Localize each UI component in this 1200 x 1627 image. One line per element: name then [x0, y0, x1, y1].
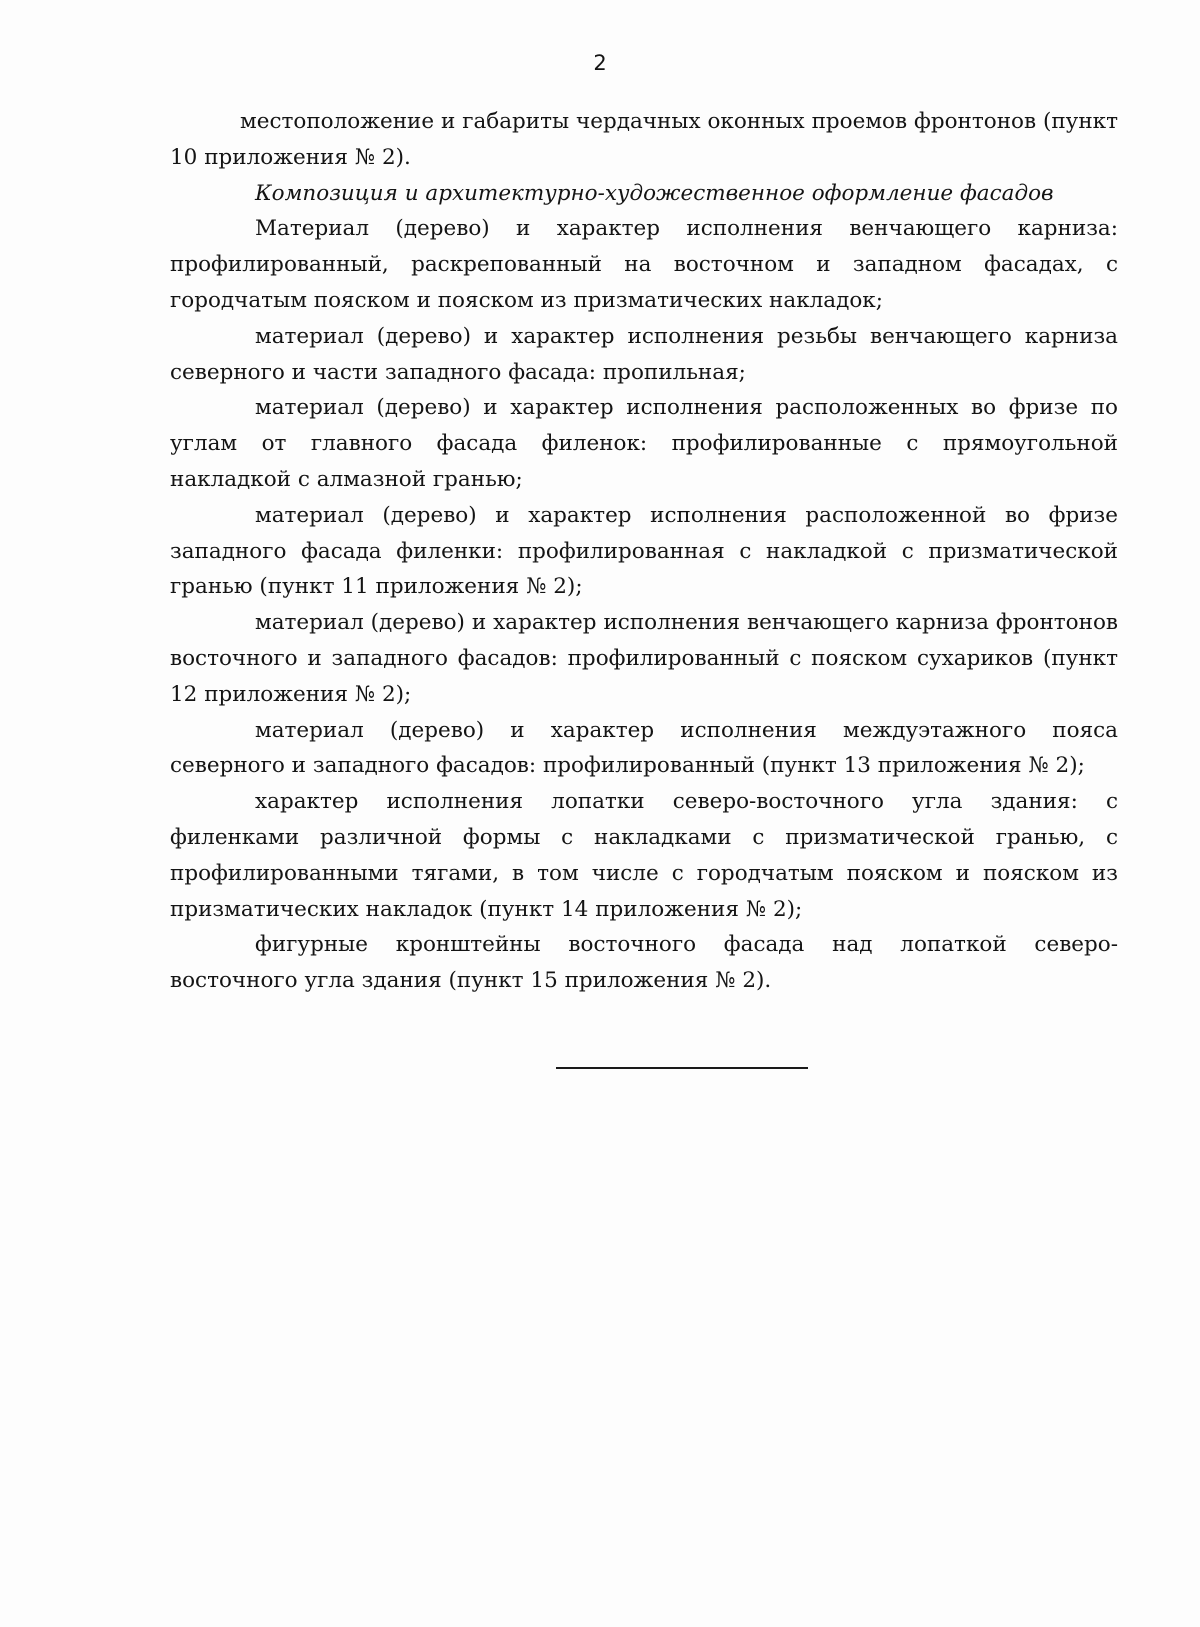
document-body [170, 104, 1118, 999]
paragraph-cornice-carving: материал (дерево) и характер исполнения резьбы венчающего карниза северного и части западного фасада: пропильная; [170, 323, 1118, 385]
paragraph-brackets: фигурные кронштейны восточного фасада над лопаткой северо-восточного угла здания (пункт 15 приложения № 2). [170, 932, 1118, 994]
section-heading: Композиция и архитектурно-художественное оформление фасадов [255, 180, 1054, 206]
paragraph-frieze-panels-corners: материал (дерево) и характер исполнения расположенных во фризе по углам от главного фасада филенок: профилированные с прямоугольной накладкой с алмазной гранью; [170, 395, 1118, 492]
paragraph-crowning-cornice: Материал (дерево) и характер исполнения венчающего карниза: профилированный, раскрепованный на восточном и западном фасадах, с городчатым пояском и пояском из призматических накладок; [170, 216, 1118, 313]
paragraph-attic-windows: местоположение и габариты чердачных оконных проемов фронтонов (пункт 10 приложения № 2). [170, 109, 1118, 170]
page-number: 2 [593, 51, 607, 75]
end-of-text-rule [556, 1067, 808, 1069]
paragraph-gable-cornice: материал (дерево) и характер исполнения венчающего карниза фронтонов восточного и западного фасадов: профилированный с пояском сухариков (пункт 12 приложения № 2); [170, 610, 1118, 707]
paragraph-pilaster-corner: характер исполнения лопатки северо-восточного угла здания: с филенками различной формы с накладками с призматической гранью, с профилированными тягами, в том числе с городчатым пояском и пояском из призматических накладок (пункт 14 приложения № 2); [170, 789, 1118, 922]
paragraph-frieze-panel-west: материал (дерево) и характер исполнения расположенной во фризе западного фасада филенки: профилированная с накладкой с призматической гранью (пункт 11 приложения № 2); [170, 502, 1118, 600]
paragraph-interfloor-belt: материал (дерево) и характер исполнения междуэтажного пояса северного и западного фасадов: профилированный (пункт 13 приложения № 2); [170, 717, 1118, 779]
